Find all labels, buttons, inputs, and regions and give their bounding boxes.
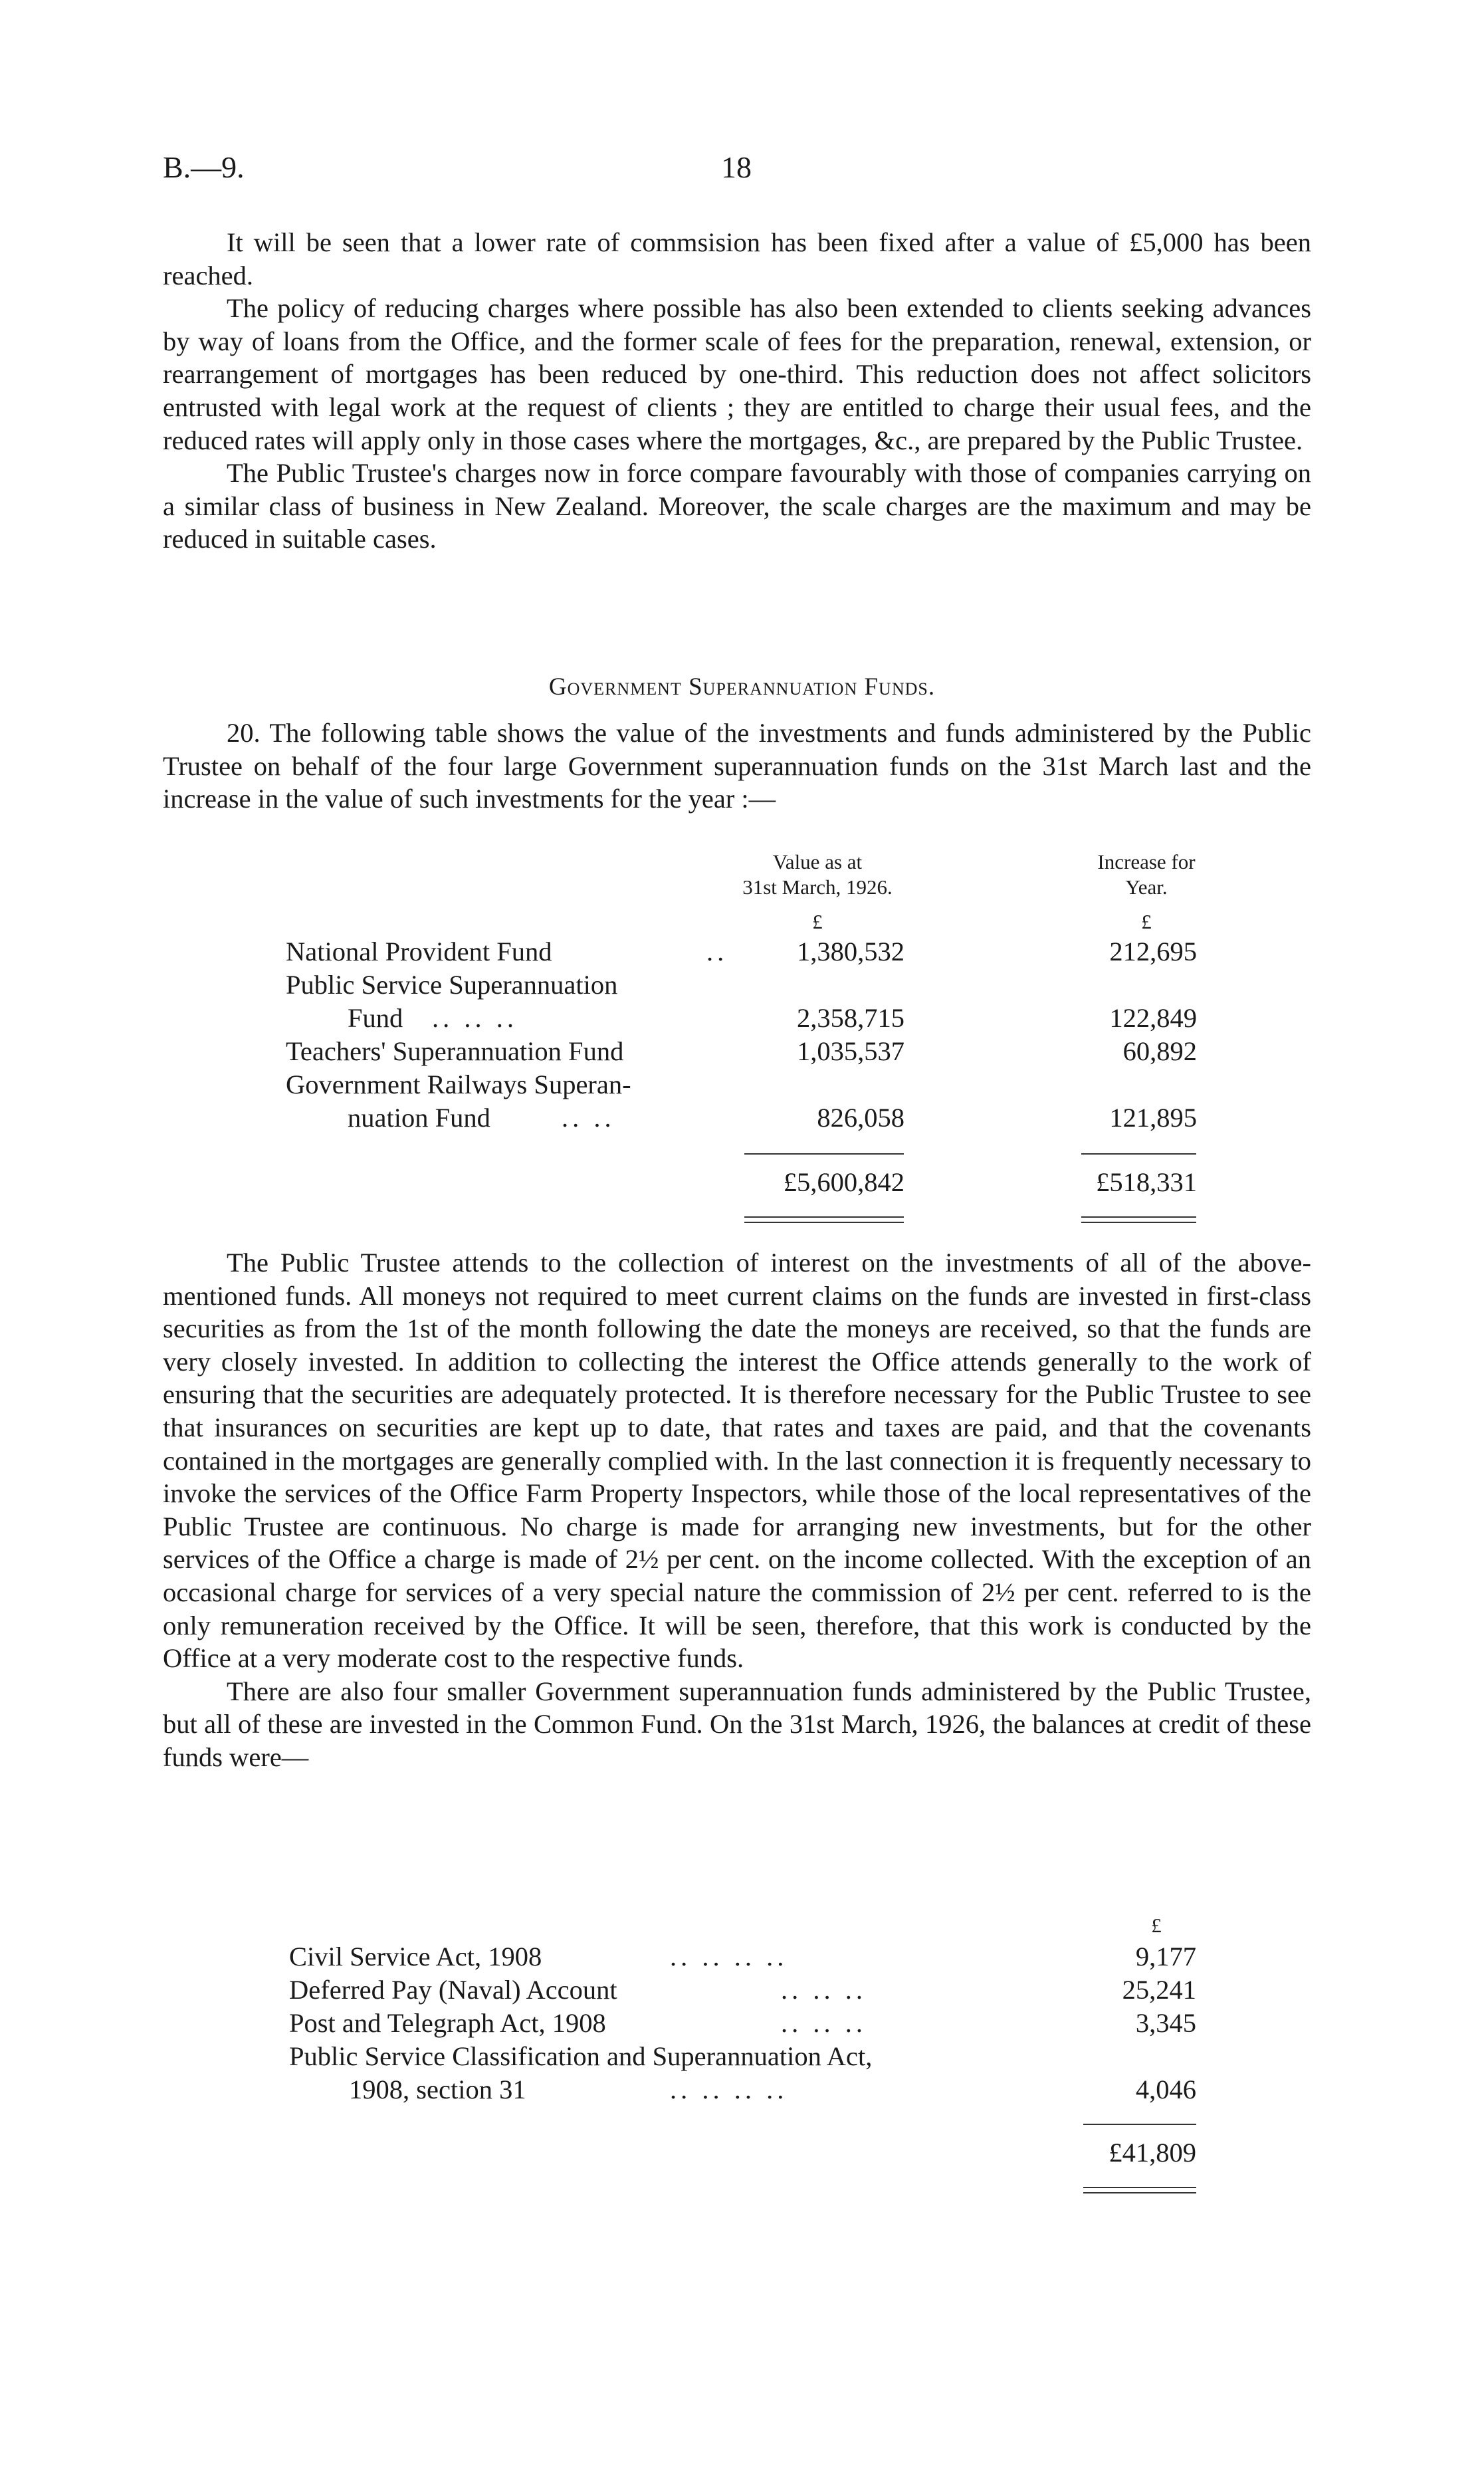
currency-symbol: £ (1141, 910, 1152, 933)
paragraph: The Public Trustee attends to the collection of interest on the investments of all of the above-mentioned funds. All moneys not required to meet current claims on the funds are invested in first-class securities as from the 1st of the month following the date the moneys are received, so that the funds are very closely invested. In addition to collecting the interest the Office attends generally to the work of ensuring that the securities are adequately protected. It is therefore necessary for the Public Trustee to see that insurances on securities are kept up to date, that rates and taxes are paid, and that the covenants contained in the mortgages are generally complied with. In the last connection it is frequently necessary to invoke the services of the Office Farm Property Inspectors, while those of the local representatives of the Public Trustee are continuous. No charge is made for arranging new investments, but for the other services of the Office a charge is made of 2½ per cent. on the income collected. With the exception of an occasional charge for services of a very special nature the commission of 2½ per cent. referred to is the only remuneration received by the Office. It will be seen, therefore, that this work is conducted by the Office at a very moderate cost to the respective funds. (163, 1248, 1311, 1674)
table-row-label-continued: 1908, section 31 (349, 2074, 526, 2104)
body-text-top (163, 226, 1311, 556)
total-double-rule (744, 1222, 904, 1223)
table-row-label: Public Service Classification and Superannuation Act, (289, 2041, 873, 2071)
total-double-rule (1083, 2192, 1196, 2193)
total-double-rule (1083, 2187, 1196, 2188)
table-row-label: Teachers' Superannuation Fund (286, 1036, 624, 1066)
table-row-label-continued: nuation Fund (348, 1103, 490, 1133)
currency-symbol: £ (812, 910, 823, 933)
table-row-label: Government Railways Superan- (286, 1069, 631, 1099)
table-row-label: Public Service Superannuation (286, 970, 618, 1000)
leader-dots: .. .. .. (781, 2008, 867, 2038)
leader-dots: .. .. .. .. (670, 1942, 788, 1971)
leader-dots: .. .. .. (432, 1003, 518, 1033)
total-double-rule (1081, 1222, 1196, 1223)
table-cell-value: 1,035,537 (797, 1036, 904, 1066)
paragraph: 20. The following table shows the value of the investments and funds administered by the Public Trustee on behalf of the four large Government superannuation funds on the 31st March last and the increase in the value of such investments for the year :— (163, 718, 1311, 814)
table-total-increase: £518,331 (1096, 1167, 1197, 1197)
table-cell-value: 826,058 (817, 1103, 904, 1133)
table-cell-increase: 212,695 (1109, 937, 1197, 966)
table-row-label: Deferred Pay (Naval) Account (289, 1975, 617, 2005)
table-cell-value: 25,241 (1122, 1975, 1196, 2005)
table-cell-value: 2,358,715 (797, 1003, 904, 1033)
table-cell-value: 4,046 (1135, 2074, 1196, 2104)
table-cell-increase: 60,892 (1122, 1036, 1197, 1066)
currency-symbol: £ (1151, 1914, 1162, 1937)
column-header-value: Value as at 31st March, 1926. (742, 850, 893, 899)
paragraph: The Public Trustee's charges now in force compare favourably with those of companies carrying on a similar class of business in New Zealand. Moreover, the scale charges are the maximum and may be reduced in suitable cases. (163, 458, 1311, 554)
leader-dots: .. .. .. .. (670, 2074, 788, 2104)
total-double-rule (1081, 1216, 1196, 1218)
table-row-label-continued: Fund (348, 1003, 403, 1033)
body-text-paragraph-20 (163, 717, 1311, 816)
leader-dots: .. (706, 937, 728, 966)
table-row-label: Post and Telegraph Act, 1908 (289, 2008, 606, 2038)
table-cell-increase: 121,895 (1109, 1103, 1197, 1133)
table-cell-value: 9,177 (1135, 1942, 1196, 1971)
subtotal-rule (744, 1153, 904, 1155)
column-header-increase: Increase for Year. (1097, 850, 1196, 899)
table-cell-increase: 122,849 (1109, 1003, 1197, 1033)
table-cell-value: 1,380,532 (797, 937, 904, 966)
page-number: 18 (721, 150, 752, 184)
table-row-label: Civil Service Act, 1908 (289, 1942, 542, 1971)
table-total: £41,809 (1109, 2138, 1196, 2168)
body-text-middle (163, 1246, 1311, 1774)
paragraph: The policy of reducing charges where possible has also been extended to clients seeking advances by way of loans from the Office, and the former scale of fees for the preparation, renewal, extension, or rearrangement of mortgages has been reduced by one-third. This reduction does not affect solicitors entrusted with legal work at the request of clients ; they are entitled to charge their usual fees, and the reduced rates will apply only in those cases where the mortgages, &c., are prepared by the Public Trustee. (163, 293, 1311, 455)
total-double-rule (744, 1216, 904, 1218)
leader-dots: .. .. (562, 1103, 615, 1133)
document-reference: B.—9. (163, 150, 245, 184)
subtotal-rule (1083, 2124, 1196, 2125)
paragraph: There are also four smaller Government superannuation funds administered by the Public Trustee, but all of these are invested in the Common Fund. On the 31st March, 1926, the balances at credit of these funds were— (163, 1676, 1311, 1772)
table-cell-value: 3,345 (1135, 2008, 1196, 2038)
leader-dots: .. .. .. (781, 1975, 867, 2005)
subtotal-rule (1081, 1153, 1196, 1155)
paragraph: It will be seen that a lower rate of commsision has been fixed after a value of £5,000 has been reached. (163, 227, 1311, 290)
table-total-value: £5,600,842 (783, 1167, 904, 1197)
table-row-label: National Provident Fund (286, 937, 552, 966)
section-heading: Government Superannuation Funds. (548, 673, 936, 701)
